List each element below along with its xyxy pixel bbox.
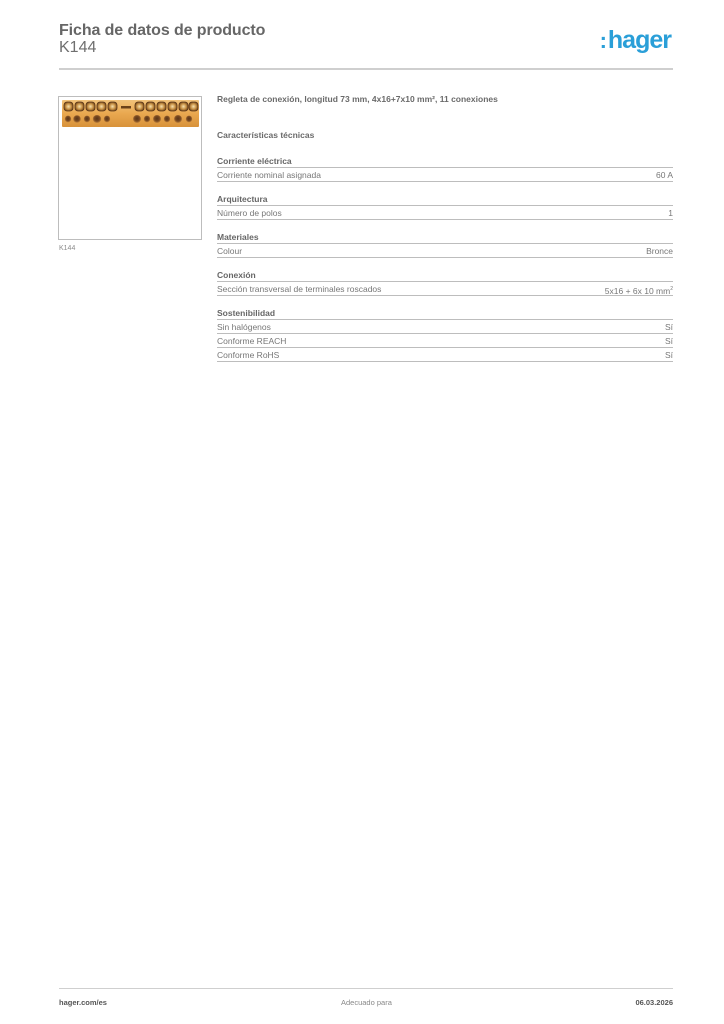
spec-group-materiales <box>217 230 673 258</box>
spec-group-corriente <box>217 154 673 182</box>
spec-label: Colour <box>217 246 243 256</box>
spec-value-superscript: 2 <box>670 286 673 292</box>
spec-value: Sí <box>664 350 673 360</box>
spec-label: Número de polos <box>217 208 282 218</box>
spec-row <box>217 206 673 220</box>
product-description: Regleta de conexión, longitud 73 mm, 4x16+7x10 mm², 11 conexiones <box>217 94 498 104</box>
footer-divider <box>59 988 673 989</box>
spec-row <box>217 282 673 296</box>
spec-row <box>217 348 673 362</box>
footer-date: 06.03.2026 <box>635 998 673 1007</box>
terminal-bar-illustration <box>62 100 199 127</box>
spec-label: Corriente nominal asignada <box>217 170 321 180</box>
hager-logo <box>600 28 671 53</box>
spec-value: Sí <box>664 336 673 346</box>
product-details <box>217 94 673 362</box>
spec-group-sostenibilidad <box>217 306 673 362</box>
spec-row <box>217 320 673 334</box>
spec-row <box>217 168 673 182</box>
logo-text: hager <box>607 26 671 54</box>
header-divider <box>59 68 673 70</box>
product-image <box>58 96 202 240</box>
spec-value: 60 A <box>655 170 673 180</box>
spec-label: Conforme REACH <box>217 336 287 346</box>
spec-group-title: Corriente eléctrica <box>217 154 673 168</box>
spec-group-arquitectura <box>217 192 673 220</box>
spec-row <box>217 334 673 348</box>
spec-group-conexion <box>217 268 673 296</box>
spec-value-text: 5x16 + 6x 10 mm <box>604 286 671 296</box>
spec-group-title: Arquitectura <box>217 192 673 206</box>
spec-value <box>605 282 673 295</box>
footer-suitable-for: Adecuado para <box>341 998 392 1007</box>
product-image-caption: K144 <box>59 245 76 252</box>
spec-value: 1 <box>668 208 673 218</box>
spec-label: Sin halógenos <box>217 322 271 332</box>
spec-group-title: Materiales <box>217 230 673 244</box>
product-code: K144 <box>59 39 97 56</box>
specs-heading: Características técnicas <box>217 130 315 140</box>
document-title: Ficha de datos de producto <box>59 22 266 39</box>
spec-label: Conforme RoHS <box>217 350 280 360</box>
spec-group-title: Conexión <box>217 268 673 282</box>
logo-colon: : <box>599 28 607 53</box>
footer-website: hager.com/es <box>59 998 107 1007</box>
spec-row <box>217 244 673 258</box>
page-header <box>59 20 673 70</box>
spec-value: Sí <box>664 322 673 332</box>
spec-label: Sección transversal de terminales roscados <box>217 284 382 294</box>
spec-value: Bronce <box>646 246 673 256</box>
spec-group-title: Sostenibilidad <box>217 306 673 320</box>
